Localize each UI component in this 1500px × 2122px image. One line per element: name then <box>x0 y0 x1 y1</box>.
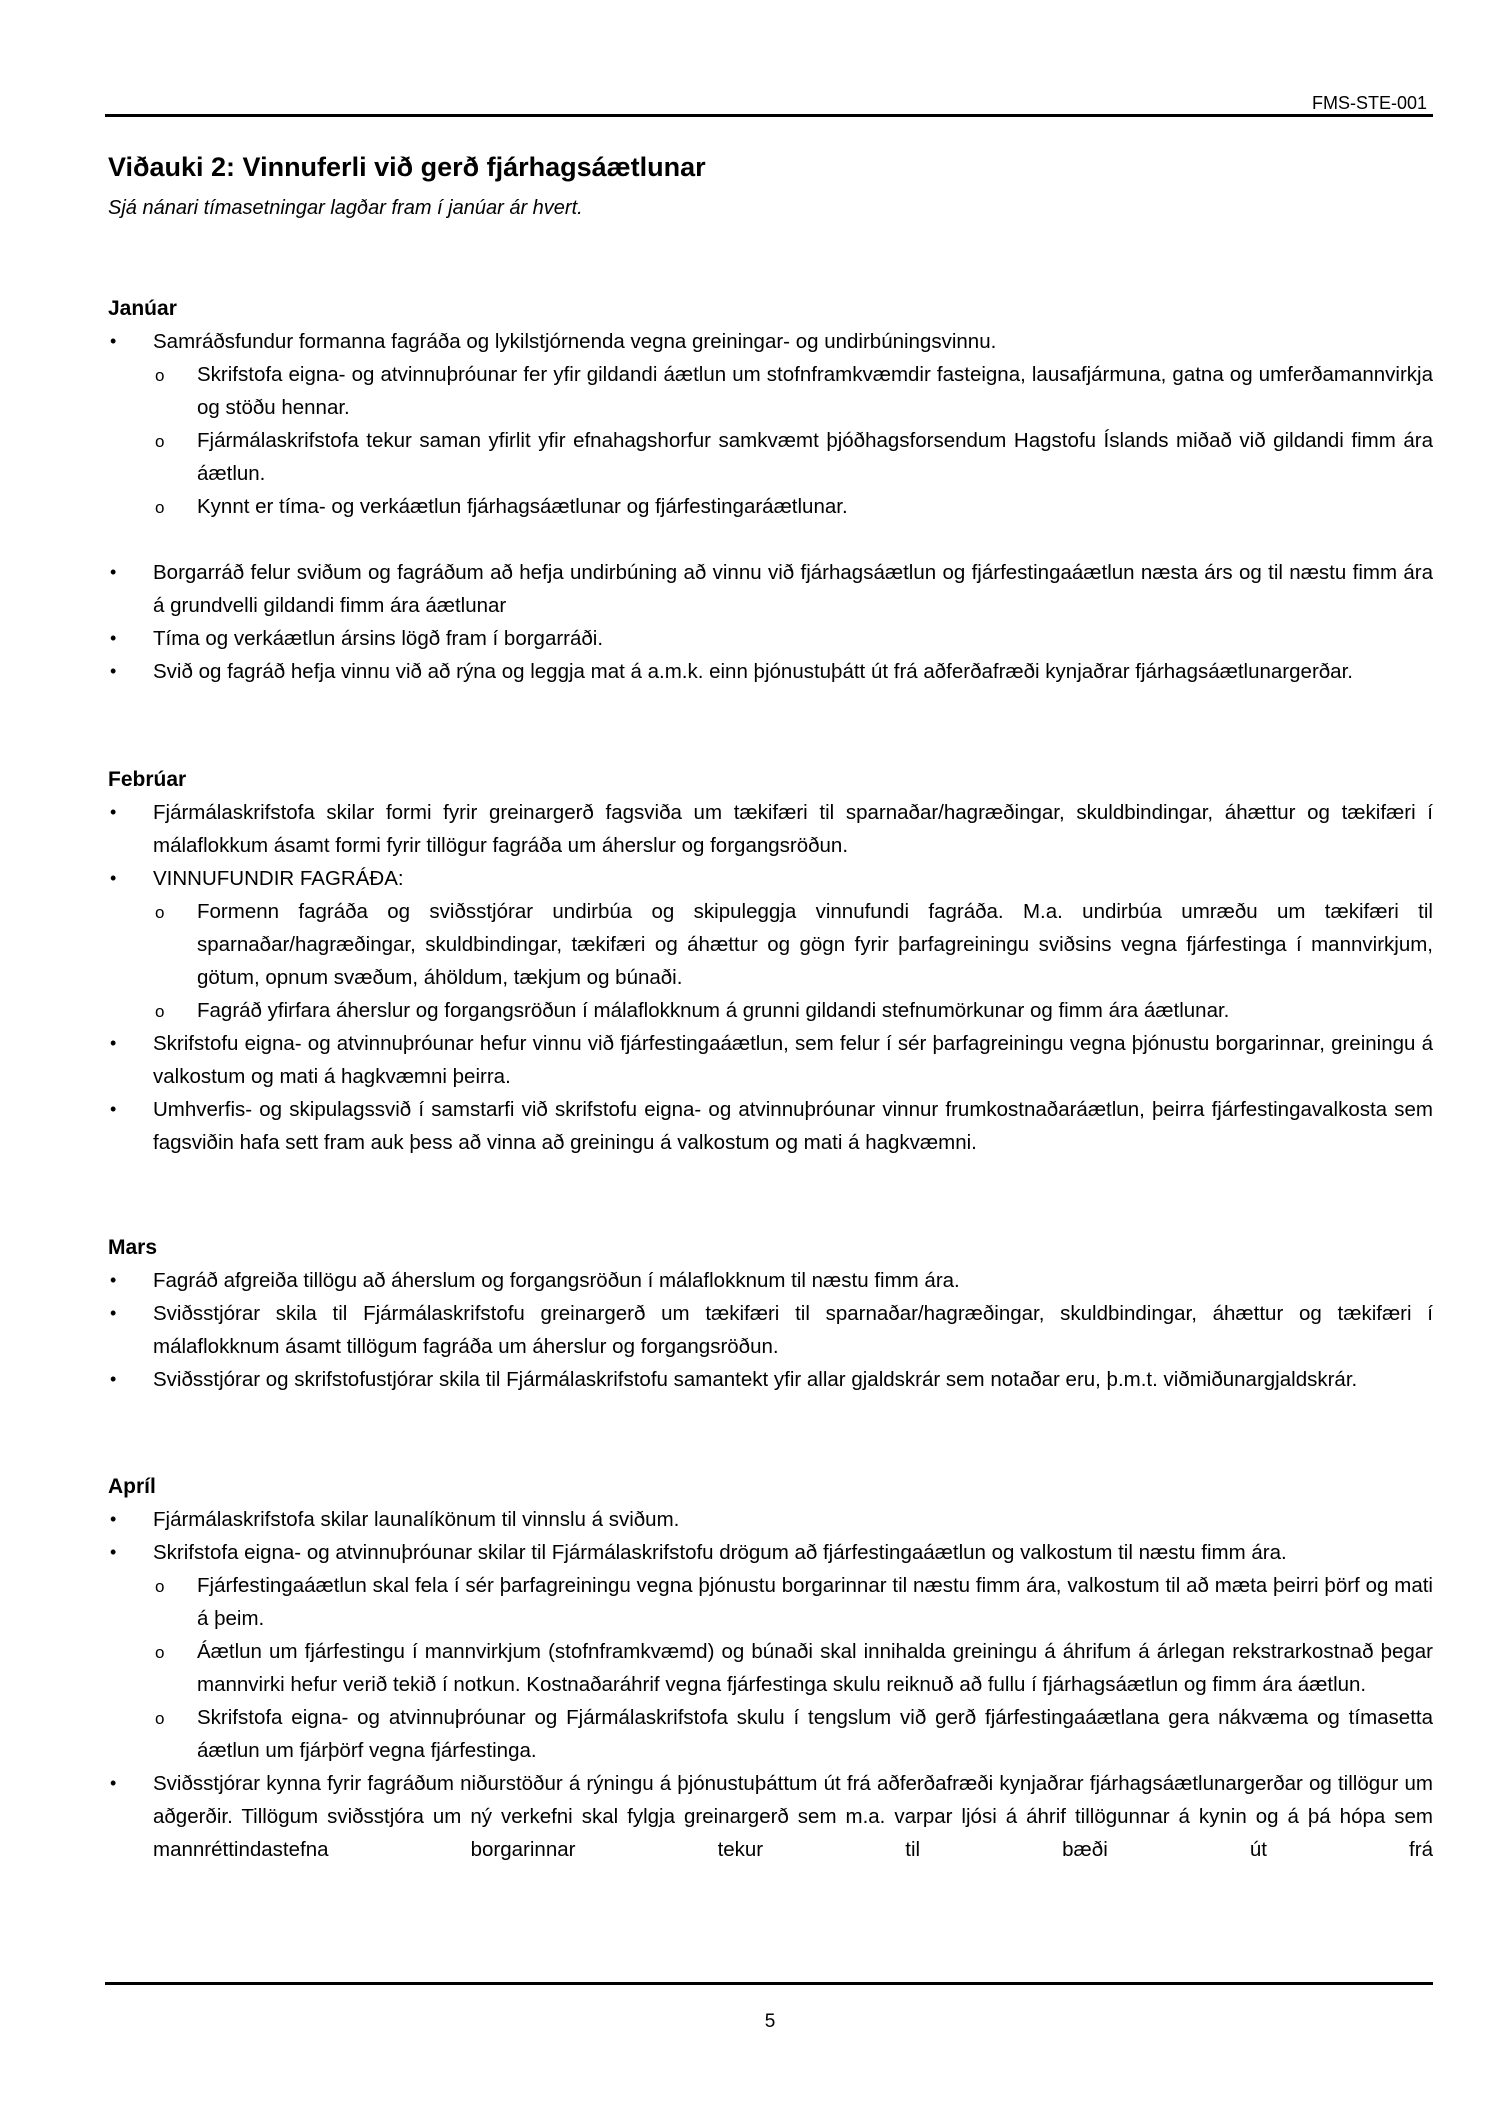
sub-bullet-list <box>153 358 1433 523</box>
bullet-icon: • <box>110 1509 117 1529</box>
list-item-text: Skrifstofa eigna- og atvinnuþróunar skilar til Fjármálaskrifstofu drögum að fjárfestingaáætlun og valkostum til næstu fimm ára. <box>153 1541 1287 1564</box>
list-item-text: Skrifstofu eigna- og atvinnuþróunar hefur vinnu við fjárfestingaáætlun, sem felur í sér þarfagreiningu vegna þjónustu borgarinnar, greiningu á valkostum og mati á hagkvæmni þeirra. <box>153 1032 1433 1088</box>
sub-list-item-text: Kynnt er tíma- og verkáætlun fjárhagsáætlunar og fjárfestingaráætlunar. <box>197 495 848 518</box>
bullet-icon: • <box>110 628 117 648</box>
hollow-bullet-icon: o <box>155 1643 165 1662</box>
bullet-icon: • <box>110 802 117 822</box>
bullet-list <box>108 796 1433 1159</box>
list-item-text: Samráðsfundur formanna fagráða og lykilstjórnenda vegna greiningar- og undirbúningsvinnu. <box>153 330 997 353</box>
document-code: FMS-STE-001 <box>1311 93 1427 113</box>
hollow-bullet-icon: o <box>155 1709 165 1728</box>
list-item-text: Fjármálaskrifstofa skilar launalíkönum til vinnslu á sviðum. <box>153 1508 680 1531</box>
page-subtitle: Sjá nánari tímasetningar lagðar fram í janúar ár hvert. <box>108 197 583 219</box>
section-heading: Febrúar <box>108 768 187 791</box>
hollow-bullet-icon: o <box>155 903 165 922</box>
bullet-icon: • <box>110 661 117 681</box>
bullet-icon: • <box>110 1270 117 1290</box>
sub-bullet-list <box>153 1569 1433 1767</box>
bullet-icon: • <box>110 868 117 888</box>
section-march <box>108 1231 1433 1396</box>
bullet-icon: • <box>110 1773 117 1793</box>
section-april <box>108 1470 1433 1866</box>
list-item-text: Borgarráð felur sviðum og fagráðum að hefja undirbúning að vinnu við fjárhagsáætlun og fjárfestingaáætlun næsta árs og til næstu fimm ára á grundvelli gildandi fimm ára áætlunar <box>153 561 1433 617</box>
list-item <box>108 655 1433 688</box>
hollow-bullet-icon: o <box>155 1002 165 1021</box>
section-heading: Apríl <box>108 1475 156 1498</box>
bullet-list <box>108 1264 1433 1396</box>
sub-list-item-text: Fjármálaskrifstofa tekur saman yfirlit yfir efnahagshorfur samkvæmt þjóðhagsforsendum Hagstofu Íslands miðað við gildandi fimm ára áætlun. <box>197 429 1433 485</box>
list-item <box>108 556 1433 622</box>
bullet-icon: • <box>110 562 117 582</box>
bullet-icon: • <box>110 331 117 351</box>
list-item <box>108 1363 1433 1396</box>
sub-list-item <box>153 424 1433 490</box>
bullet-icon: • <box>110 1303 117 1323</box>
list-item-text: Sviðsstjórar kynna fyrir fagráðum niðurstöður á rýningu á þjónustuþáttum út frá aðferðafræði kynjaðrar fjárhagsáætlunargerðar og tillögur um aðgerðir. Tillögum sviðsstjóra um ný verkefni skal fylgja greinargerð sem m.a. varpar ljósi á áhrif tillögunnar á kynin og á þá hópa sem mannréttindastefna borgarinnar tekur til bæði út frá <box>153 1772 1433 1861</box>
sub-list-item <box>153 358 1433 424</box>
list-spacer <box>108 523 1433 556</box>
bullet-icon: • <box>110 1033 117 1053</box>
hollow-bullet-icon: o <box>155 366 165 385</box>
list-item <box>108 1536 1433 1767</box>
sub-list-item-text: Formenn fagráða og sviðsstjórar undirbúa og skipuleggja vinnufundi fagráða. M.a. undirbúa umræðu um tækifæri til sparnaðar/hagræðingar, skuldbindingar, tækifæri og áhættur og gögn fyrir þarfagreiningu sviðsins vegna fjárfestinga í mannvirkjum, götum, opnum svæðum, áhöldum, tækjum og búnaði. <box>197 900 1433 989</box>
sub-list-item-text: Skrifstofa eigna- og atvinnuþróunar og Fjármálaskrifstofa skulu í tengslum við gerð fjárfestingaáætlana gera nákvæma og tímasetta áætlun um fjárþörf vegna fjárfestinga. <box>197 1706 1433 1762</box>
hollow-bullet-icon: o <box>155 432 165 451</box>
bullet-icon: • <box>110 1369 117 1389</box>
section-february <box>108 763 1433 1159</box>
list-item <box>108 1503 1433 1536</box>
sub-list-item <box>153 1569 1433 1635</box>
section-heading: Mars <box>108 1236 158 1259</box>
list-item-text: Umhverfis- og skipulagssvið í samstarfi við skrifstofu eigna- og atvinnuþróunar vinnur frumkostnaðaráætlun, þeirra fjárfestingavalkosta sem fagsviðin hafa sett fram auk þess að vinna að greiningu á valkostum og mati á hagkvæmni. <box>153 1098 1433 1154</box>
sub-bullet-list <box>153 895 1433 1027</box>
list-item <box>108 1027 1433 1093</box>
list-item <box>108 325 1433 523</box>
list-item-text: VINNUFUNDIR FAGRÁÐA: <box>153 867 404 890</box>
sub-list-item-text: Skrifstofa eigna- og atvinnuþróunar fer yfir gildandi áætlun um stofnframkvæmdir fasteigna, lausafjármuna, gatna og umferðamannvirkja og stöðu hennar. <box>197 363 1433 419</box>
list-item-text: Sviðsstjórar skila til Fjármálaskrifstofu greinargerð um tækifæri til sparnaðar/hagræðingar, skuldbindingar, áhættur og tækifæri í málaflokknum ásamt tillögum fagráða um áherslur og forgangsröðun. <box>153 1302 1433 1358</box>
bullet-list <box>108 325 1433 688</box>
sub-list-item <box>153 1701 1433 1767</box>
sub-list-item <box>153 994 1433 1027</box>
sub-list-item <box>153 490 1433 523</box>
header-rule <box>105 114 1433 117</box>
bullet-icon: • <box>110 1542 117 1562</box>
list-item <box>108 1093 1433 1159</box>
list-item-text: Fagráð afgreiða tillögu að áherslum og forgangsröðun í málaflokknum til næstu fimm ára. <box>153 1269 960 1292</box>
sub-list-item-text: Fjárfestingaáætlun skal fela í sér þarfagreiningu vegna þjónustu borgarinnar til næstu fimm ára, valkostum til að mæta þeirri þörf og mati á þeim. <box>197 1574 1433 1630</box>
bullet-icon: • <box>110 1099 117 1119</box>
list-item-text: Sviðsstjórar og skrifstofustjórar skila til Fjármálaskrifstofu samantekt yfir allar gjaldskrár sem notaðar eru, þ.m.t. viðmiðunargjaldskrár. <box>153 1368 1358 1391</box>
list-item <box>108 1297 1433 1363</box>
hollow-bullet-icon: o <box>155 1577 165 1596</box>
sub-list-item-text: Áætlun um fjárfestingu í mannvirkjum (stofnframkvæmd) og búnaði skal innihalda greiningu á áhrifum á árlegan rekstrarkostnað þegar mannvirki hefur verið tekið í notkun. Kostnaðaráhrif vegna fjárfestinga skulu reiknuð að fullu í fjárhagsáætlun og fimm ára áætlun. <box>197 1640 1433 1696</box>
sub-list-item <box>153 895 1433 994</box>
page-title: Viðauki 2: Vinnuferli við gerð fjárhagsáætlunar <box>108 152 706 182</box>
footer-rule <box>105 1982 1433 1985</box>
list-item <box>108 862 1433 1027</box>
hollow-bullet-icon: o <box>155 498 165 517</box>
list-item-text: Fjármálaskrifstofa skilar formi fyrir greinargerð fagsviða um tækifæri til sparnaðar/hagræðingar, skuldbindingar, áhættur og tækifæri í málaflokkum ásamt formi fyrir tillögur fagráða um áherslur og forgangsröðun. <box>153 801 1433 857</box>
page-number: 5 <box>764 2011 776 2032</box>
list-item <box>108 622 1433 655</box>
section-heading: Janúar <box>108 297 177 320</box>
sub-list-item <box>153 1635 1433 1701</box>
sub-list-item-text: Fagráð yfirfara áherslur og forgangsröðun í málaflokknum á grunni gildandi stefnumörkunar og fimm ára áætlunar. <box>197 999 1230 1022</box>
list-item <box>108 796 1433 862</box>
bullet-list <box>108 1503 1433 1866</box>
list-item-text: Tíma og verkáætlun ársins lögð fram í borgarráði. <box>153 627 604 650</box>
list-item <box>108 1767 1433 1866</box>
list-item <box>108 1264 1433 1297</box>
section-january <box>108 292 1433 688</box>
list-item-text: Svið og fagráð hefja vinnu við að rýna og leggja mat á a.m.k. einn þjónustuþátt út frá aðferðafræði kynjaðrar fjárhagsáætlunargerðar. <box>153 660 1353 683</box>
